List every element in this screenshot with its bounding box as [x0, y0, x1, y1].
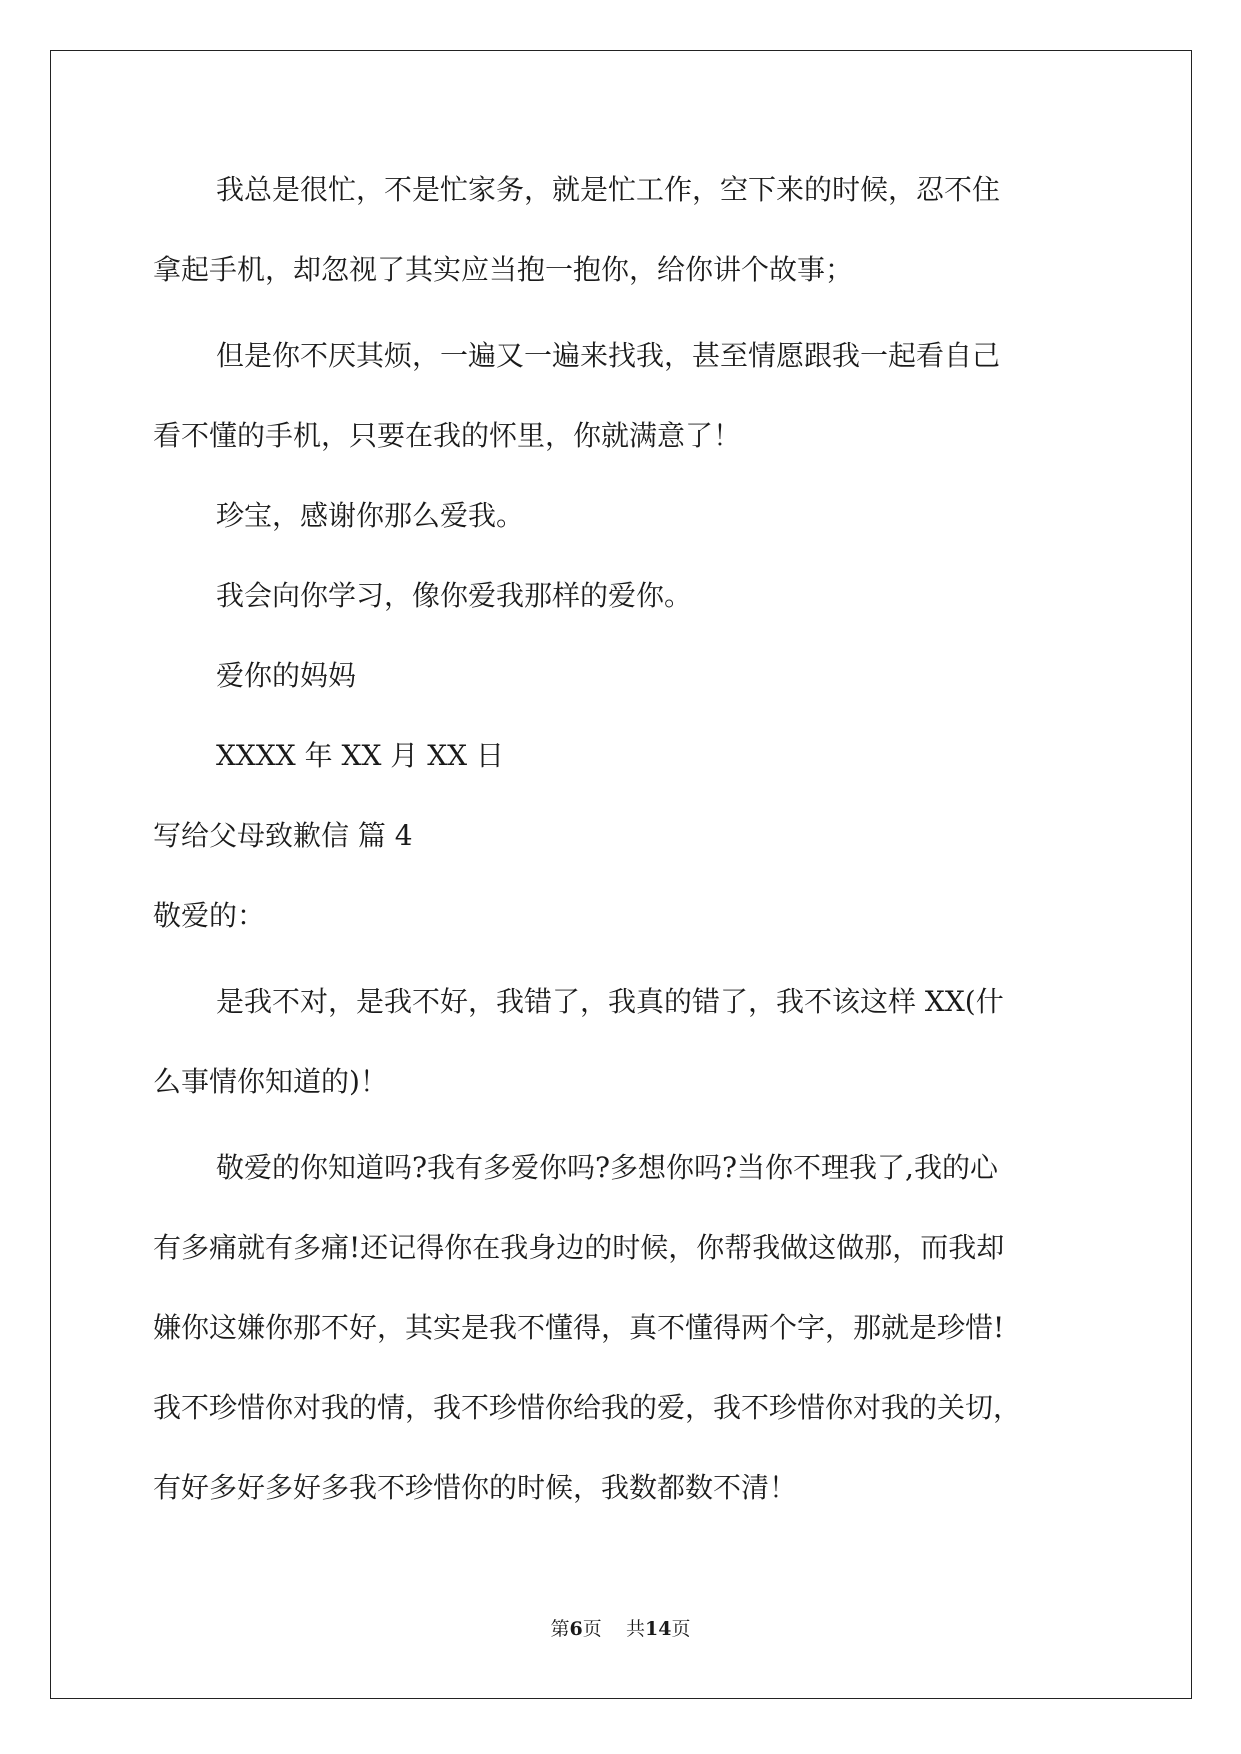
- total-pages-number: 14: [644, 1618, 672, 1640]
- section-heading: 写给父母致歉信 篇 4: [153, 819, 413, 852]
- date-line: XXXX 年 XX 月 XX 日: [216, 739, 504, 772]
- page-frame: [50, 50, 1192, 1699]
- paragraph-line: 么事情你知道的)！: [153, 1065, 388, 1098]
- footer-total-suffix: 页: [671, 1618, 691, 1640]
- paragraph-line: 珍宝，感谢你那么爱我。: [216, 499, 525, 532]
- paragraph-line: 我会向你学习，像你爱我那样的爱你。: [216, 579, 693, 612]
- signature-line: 爱你的妈妈: [216, 659, 357, 692]
- paragraph-line: 有多痛就有多痛!还记得你在我身边的时候，你帮我做这做那，而我却: [153, 1231, 1005, 1264]
- footer-prefix: 第: [550, 1618, 570, 1640]
- paragraph-line: 我总是很忙，不是忙家务，就是忙工作，空下来的时候，忍不住: [216, 173, 1001, 206]
- footer-page-word: 页: [582, 1618, 602, 1640]
- page-footer: [0, 1617, 1241, 1641]
- paragraph-line: 有好多好多好多我不珍惜你的时候，我数都数不清！: [153, 1471, 798, 1504]
- footer-total-prefix: 共: [625, 1618, 645, 1640]
- paragraph-line: 拿起手机，却忽视了其实应当抱一抱你，给你讲个故事；: [153, 253, 854, 286]
- salutation-line: 敬爱的：: [153, 899, 266, 932]
- paragraph-line: 是我不对，是我不好，我错了，我真的错了，我不该这样 XX(什: [216, 985, 1004, 1018]
- paragraph-line: 嫌你这嫌你那不好，其实是我不懂得，真不懂得两个字，那就是珍惜!: [153, 1311, 1005, 1344]
- paragraph-line: 我不珍惜你对我的情，我不珍惜你给我的爱，我不珍惜你对我的关切，: [153, 1391, 1022, 1424]
- paragraph-line: 但是你不厌其烦，一遍又一遍来找我，甚至情愿跟我一起看自己: [216, 339, 1001, 372]
- current-page-number: 6: [569, 1618, 583, 1640]
- paragraph-line: 看不懂的手机，只要在我的怀里，你就满意了！: [153, 419, 742, 452]
- paragraph-line: 敬爱的你知道吗?我有多爱你吗?多想你吗?当你不理我了,我的心: [216, 1151, 998, 1184]
